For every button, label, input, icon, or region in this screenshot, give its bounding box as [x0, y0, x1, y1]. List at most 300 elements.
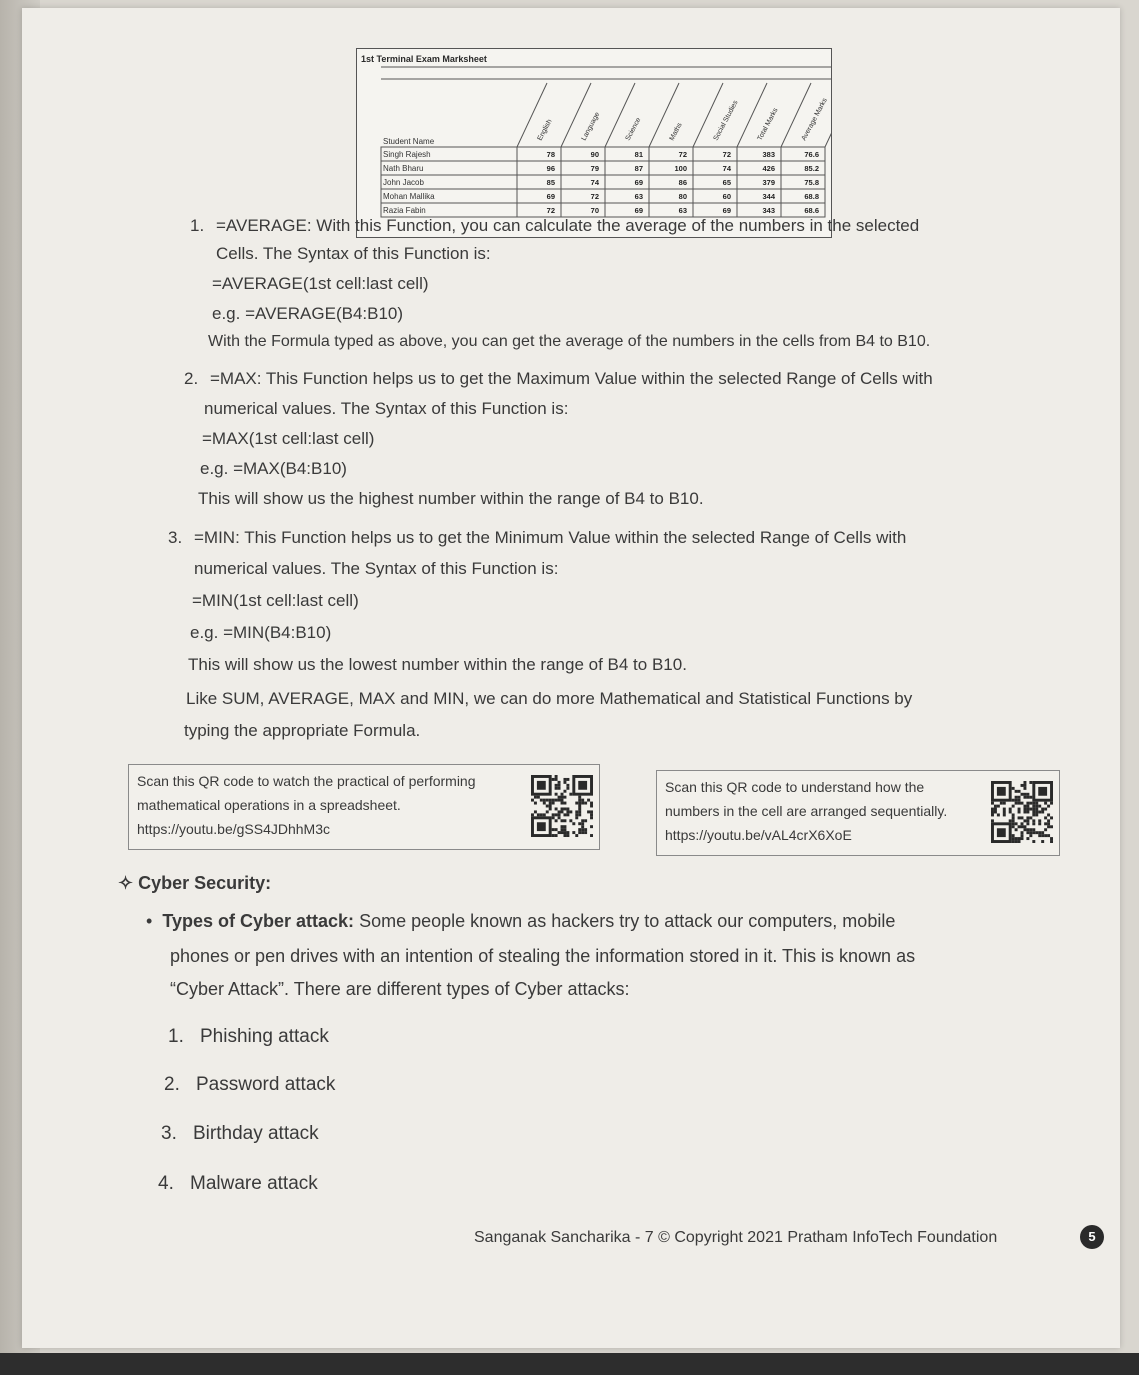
qr-module [558, 813, 561, 816]
qr-box-2-line-1: Scan this QR code to understand how the [665, 779, 925, 795]
qr-module [997, 787, 1006, 796]
qr-module [563, 802, 566, 805]
qr-module [552, 834, 555, 837]
qr-module [563, 790, 566, 793]
qr-module [1023, 811, 1026, 814]
qr-module [1021, 822, 1024, 825]
qr-module [563, 781, 566, 784]
min-example: e.g. =MIN(B4:B10) [190, 623, 332, 642]
table-surface [0, 1353, 1139, 1375]
qr-module [555, 793, 558, 796]
student-name-cell: John Jacob [383, 178, 424, 187]
qr-module [561, 825, 564, 828]
qr-module [561, 793, 564, 796]
qr-module [1032, 808, 1035, 811]
min-description: This will show us the lowest number within the range of B4 to B10. [188, 655, 687, 674]
qr-module [1050, 825, 1053, 828]
qr-module [566, 831, 569, 834]
qr-module [590, 810, 593, 813]
qr-module [1044, 828, 1047, 831]
qr-module [590, 802, 593, 805]
max-number: 2. [184, 369, 199, 388]
qr-module [563, 831, 566, 834]
min-number: 3. [168, 528, 183, 547]
mark-cell: 75.8 [804, 178, 819, 187]
max-line-1 [184, 368, 933, 390]
max-text: =MAX: This Function helps us to get the Maximum Value within the selected Range of Cells with [210, 369, 933, 388]
qr-module [1023, 793, 1026, 796]
book-page [22, 8, 1120, 1348]
qr-box-1 [128, 764, 600, 850]
qr-module [566, 813, 569, 816]
average-description: With the Formula typed as above, you can get the average of the numbers in the cells from B4 to B10. [208, 333, 931, 350]
qr-module [549, 799, 552, 802]
qr-module [1018, 790, 1021, 793]
qr-module [563, 778, 566, 781]
table-row [381, 175, 825, 189]
qr-module [543, 802, 546, 805]
qr-box-2-link[interactable]: https://youtu.be/vAL4crX6XoE [665, 827, 852, 843]
qr-module [555, 819, 558, 822]
qr-module [1015, 822, 1018, 825]
qr-module [1026, 822, 1029, 825]
qr-module [555, 778, 558, 781]
qr-module [1050, 840, 1053, 843]
qr-module [1044, 822, 1047, 825]
qr-module [555, 834, 558, 837]
qr-module [537, 813, 540, 816]
qr-module [1009, 819, 1012, 822]
mark-cell: 344 [762, 192, 775, 201]
qr-module [558, 831, 561, 834]
bullet-icon: • [146, 911, 153, 931]
qr-module [1023, 808, 1026, 811]
qr-module [1032, 811, 1035, 814]
qr-module [587, 799, 590, 802]
mark-cell: 379 [762, 178, 775, 187]
list-label: Malware attack [190, 1173, 318, 1194]
qr-module [581, 828, 584, 831]
qr-module [1021, 793, 1024, 796]
qr-module [552, 802, 555, 805]
qr-module [1012, 822, 1015, 825]
qr-module [1023, 819, 1026, 822]
cyber-bullet-text-1: Some people known as hackers try to attack our computers, mobile [359, 911, 896, 931]
qr-module [1021, 837, 1024, 840]
qr-module [1035, 813, 1038, 816]
qr-module [537, 822, 546, 831]
qr-module [1035, 831, 1038, 834]
qr-module [1003, 802, 1006, 805]
qr-module [1012, 825, 1015, 828]
qr-module [558, 799, 561, 802]
qr-module [1050, 802, 1053, 805]
list-number: 3. [161, 1123, 177, 1144]
qr-module [1026, 805, 1029, 808]
qr-module [575, 816, 578, 819]
qr-module [546, 805, 549, 808]
qr-module [1047, 813, 1050, 816]
mark-cell: 85 [546, 178, 555, 187]
qr-module [1000, 802, 1003, 805]
max-description: This will show us the highest number within the range of B4 to B10. [198, 489, 704, 508]
marksheet-table [357, 49, 831, 237]
qr-module [1009, 808, 1012, 811]
cyber-heading [118, 872, 271, 894]
marksheet-figure [356, 48, 832, 238]
qr-module [1021, 802, 1024, 805]
qr-module [561, 799, 564, 802]
qr-module [1041, 840, 1044, 843]
qr-box-1-line-2: mathematical operations in a spreadsheet. [137, 797, 401, 813]
mark-cell: 72 [678, 150, 687, 159]
qr-module [991, 811, 994, 814]
qr-module [578, 799, 581, 802]
qr-module [590, 834, 593, 837]
qr-module [584, 802, 587, 805]
qr-module [1029, 808, 1032, 811]
qr-module [1018, 799, 1021, 802]
qr-module [1032, 822, 1035, 825]
min-line-2: numerical values. The Syntax of this Function is: [194, 559, 559, 578]
qr-module [1032, 819, 1035, 822]
qr-module [1009, 811, 1012, 814]
list-label: Phishing attack [200, 1026, 329, 1047]
qr-module [549, 807, 552, 810]
qr-module [563, 828, 566, 831]
qr-module [531, 799, 534, 802]
student-name-cell: Nath Bharu [383, 164, 424, 173]
qr-module [1023, 787, 1026, 790]
qr-module [1012, 816, 1015, 819]
qr-module [572, 831, 575, 834]
qr-module [1012, 805, 1015, 808]
mark-cell: 96 [546, 164, 555, 173]
qr-module [1044, 802, 1047, 805]
qr-module [590, 805, 593, 808]
qr-module [584, 831, 587, 834]
mark-cell: 383 [762, 150, 775, 159]
qr-module [584, 828, 587, 831]
qr-module [1044, 834, 1047, 837]
qr-module [997, 805, 1000, 808]
mark-cell: 87 [634, 164, 643, 173]
qr-module [590, 813, 593, 816]
qr-module [563, 796, 566, 799]
qr-module [1023, 781, 1026, 784]
diamond-bullet-icon: ✧ [118, 873, 134, 893]
mark-cell: 80 [678, 192, 687, 201]
column-header: Maths [668, 121, 684, 142]
list-label: Password attack [196, 1074, 336, 1095]
mark-cell: 86 [678, 178, 687, 187]
qr-module [558, 784, 561, 787]
qr-module [1018, 811, 1021, 814]
mark-cell: 69 [722, 206, 731, 215]
qr-module [1032, 802, 1035, 805]
qr-module [558, 810, 561, 813]
qr-module [1021, 834, 1024, 837]
qr-module [578, 813, 581, 816]
qr-module [1032, 805, 1035, 808]
qr-module [563, 819, 566, 822]
qr-module [1015, 796, 1018, 799]
qr-module [1032, 828, 1035, 831]
qr-module [1032, 813, 1035, 816]
marksheet-title: 1st Terminal Exam Marksheet [361, 54, 487, 64]
mark-cell: 343 [762, 206, 775, 215]
qr-module [569, 793, 572, 796]
cyber-bullet-label: Types of Cyber attack: [162, 911, 355, 931]
qr-module [1041, 834, 1044, 837]
qr-module [1038, 831, 1041, 834]
qr-module [534, 810, 537, 813]
qr-module [1029, 828, 1032, 831]
qr-module [558, 781, 561, 784]
qr-module [578, 822, 581, 825]
qr-module [1041, 831, 1044, 834]
mark-cell: 69 [634, 178, 643, 187]
qr-module [575, 813, 578, 816]
qr-module [555, 828, 558, 831]
qr-module [1015, 799, 1018, 802]
qr-module [561, 828, 564, 831]
qr-module [1003, 808, 1006, 811]
qr-module [561, 819, 564, 822]
qr-module [1035, 811, 1038, 814]
qr-module [531, 813, 534, 816]
cyber-bullet-line-2: phones or pen drives with an intention of stealing the information stored in it. This is known as [170, 946, 916, 966]
like-line-2: typing the appropriate Formula. [184, 721, 421, 740]
qr-module [1023, 796, 1026, 799]
qr-module [1038, 819, 1041, 822]
mark-cell: 426 [762, 164, 775, 173]
qr-module [1026, 819, 1029, 822]
qr-module [1012, 834, 1015, 837]
qr-module [1029, 816, 1032, 819]
student-name-cell: Mohan Mallika [383, 192, 435, 201]
qr-module [555, 784, 558, 787]
qr-module [1021, 831, 1024, 834]
qr-module [1012, 813, 1015, 816]
mark-cell: 70 [590, 206, 599, 215]
mark-cell: 72 [722, 150, 731, 159]
qr-module [1047, 825, 1050, 828]
mark-cell: 63 [634, 192, 643, 201]
page-number: 5 [1080, 1225, 1104, 1249]
list-item [161, 1123, 319, 1145]
qr-code-icon[interactable] [531, 775, 593, 837]
qr-module [991, 808, 994, 811]
qr-module [552, 778, 555, 781]
max-example: e.g. =MAX(B4:B10) [200, 459, 347, 478]
qr-module [991, 819, 994, 822]
qr-module [1023, 805, 1026, 808]
mark-cell: 81 [634, 150, 643, 159]
qr-module [561, 807, 564, 810]
qr-module [575, 834, 578, 837]
qr-box-2-line-2: numbers in the cell are arranged sequentially. [665, 803, 948, 819]
qr-code-icon[interactable] [991, 781, 1053, 843]
qr-module [578, 781, 587, 790]
qr-module [991, 802, 994, 805]
qr-module [1018, 840, 1021, 843]
qr-module [1038, 787, 1047, 796]
page-footer: Sanganak Sancharika - 7 © Copyright 2021 Pratham InfoTech Foundation [474, 1229, 998, 1246]
average-example: e.g. =AVERAGE(B4:B10) [212, 304, 404, 323]
qr-module [997, 828, 1006, 837]
column-header: Total Marks [756, 107, 780, 142]
qr-module [590, 816, 593, 819]
average-syntax: =AVERAGE(1st cell:last cell) [212, 274, 429, 293]
qr-module [581, 825, 584, 828]
min-syntax: =MIN(1st cell:last cell) [192, 591, 359, 610]
qr-module [578, 802, 581, 805]
qr-box-1-line-1: Scan this QR code to watch the practical of performing [137, 773, 476, 789]
qr-module [1035, 805, 1038, 808]
qr-module [1047, 834, 1050, 837]
qr-module [1015, 790, 1018, 793]
qr-module [549, 805, 552, 808]
qr-module [1026, 816, 1029, 819]
qr-module [1041, 811, 1044, 814]
qr-module [555, 787, 558, 790]
qr-module [1012, 787, 1015, 790]
qr-module [1023, 828, 1026, 831]
qr-module [1044, 808, 1047, 811]
mark-cell: 69 [634, 206, 643, 215]
qr-module [581, 831, 584, 834]
qr-module [1026, 793, 1029, 796]
qr-module [581, 822, 584, 825]
qr-module [555, 775, 558, 778]
qr-module [590, 825, 593, 828]
qr-module [1021, 816, 1024, 819]
column-header: Science [624, 116, 643, 142]
qr-module [1026, 811, 1029, 814]
qr-module [1032, 840, 1035, 843]
qr-module [587, 810, 590, 813]
qr-module [543, 813, 546, 816]
qr-module [546, 810, 549, 813]
average-line-2: Cells. The Syntax of this Function is: [216, 244, 491, 263]
qr-module [1026, 831, 1029, 834]
qr-module [546, 799, 549, 802]
mark-cell: 85.2 [804, 164, 819, 173]
max-line-2: numerical values. The Syntax of this Function is: [204, 399, 569, 418]
qr-module [1018, 816, 1021, 819]
qr-module [561, 831, 564, 834]
cyber-bullet-line-3: “Cyber Attack”. There are different types of Cyber attacks: [170, 979, 630, 999]
qr-module [997, 813, 1000, 816]
qr-module [1044, 816, 1047, 819]
qr-module [566, 778, 569, 781]
qr-module [549, 802, 552, 805]
qr-module [1018, 825, 1021, 828]
qr-module [994, 808, 997, 811]
mark-cell: 74 [722, 164, 731, 173]
mark-cell: 68.8 [804, 192, 819, 201]
qr-module [1035, 808, 1038, 811]
qr-module [566, 787, 569, 790]
qr-module [540, 799, 543, 802]
qr-module [537, 796, 540, 799]
qr-module [552, 799, 555, 802]
qr-module [537, 781, 546, 790]
average-number: 1. [190, 216, 205, 235]
qr-module [575, 802, 578, 805]
qr-box-1-link[interactable]: https://youtu.be/gSS4JDhhM3c [137, 821, 330, 837]
mark-cell: 63 [678, 206, 687, 215]
qr-module [534, 802, 537, 805]
qr-module [1012, 799, 1015, 802]
min-text: =MIN: This Function helps us to get the Minimum Value within the selected Range of Cells with [194, 528, 907, 547]
qr-module [1015, 802, 1018, 805]
max-syntax: =MAX(1st cell:last cell) [202, 429, 375, 448]
min-line-1 [168, 527, 906, 549]
qr-module [1018, 808, 1021, 811]
qr-module [555, 799, 558, 802]
qr-module [572, 822, 575, 825]
qr-module [1032, 831, 1035, 834]
qr-module [561, 796, 564, 799]
cyber-heading-text: Cyber Security: [138, 873, 272, 893]
mark-cell: 76.6 [804, 150, 819, 159]
qr-module [1015, 840, 1018, 843]
column-header: English [536, 118, 554, 142]
qr-module [578, 831, 581, 834]
qr-module [1015, 837, 1018, 840]
header-divider [825, 83, 831, 147]
list-number: 4. [158, 1173, 174, 1194]
qr-module [1038, 822, 1041, 825]
qr-module [1012, 819, 1015, 822]
mark-cell: 79 [590, 164, 599, 173]
qr-module [578, 805, 581, 808]
qr-module [1047, 805, 1050, 808]
average-text: =AVERAGE: With this Function, you can calculate the average of the numbers in the selected [216, 216, 920, 235]
like-line-1: Like SUM, AVERAGE, MAX and MIN, we can do more Mathematical and Statistical Functions by [186, 689, 913, 708]
qr-module [558, 796, 561, 799]
list-number: 1. [168, 1026, 184, 1047]
qr-module [1029, 831, 1032, 834]
qr-module [994, 805, 997, 808]
mark-cell: 74 [590, 178, 599, 187]
qr-module [540, 813, 543, 816]
qr-module [558, 816, 561, 819]
qr-module [578, 796, 581, 799]
qr-module [569, 819, 572, 822]
qr-module [1003, 813, 1006, 816]
mark-cell: 100 [674, 164, 687, 173]
row-header-label: Student Name [383, 137, 435, 146]
qr-module [558, 787, 561, 790]
mark-cell: 78 [546, 150, 555, 159]
qr-module [563, 825, 566, 828]
qr-module [566, 784, 569, 787]
qr-module [552, 816, 555, 819]
qr-module [1026, 828, 1029, 831]
qr-module [563, 807, 566, 810]
mark-cell: 90 [590, 150, 599, 159]
qr-module [566, 810, 569, 813]
qr-module [1038, 811, 1041, 814]
qr-module [1015, 828, 1018, 831]
qr-module [584, 819, 587, 822]
qr-module [1018, 796, 1021, 799]
cyber-bullet-line-1 [146, 910, 895, 932]
table-row [381, 161, 825, 175]
